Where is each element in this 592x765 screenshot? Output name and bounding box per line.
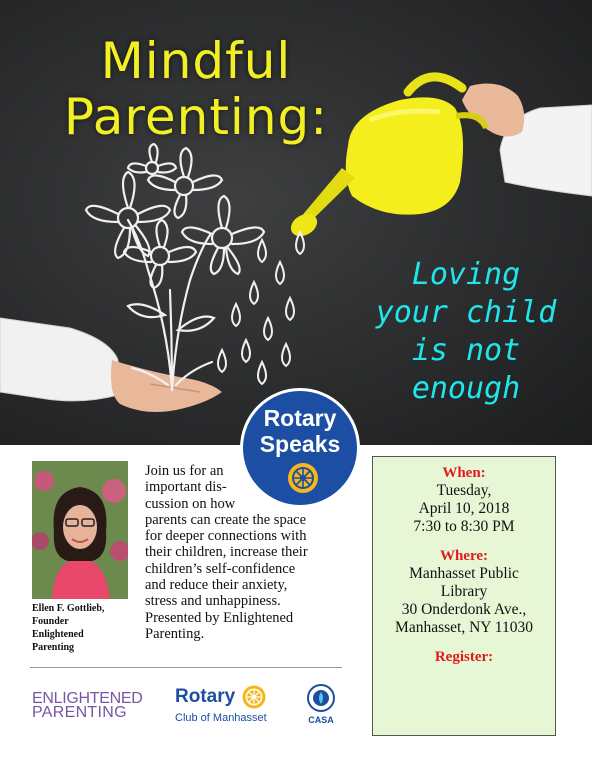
casa-logo-text: CASA (308, 715, 334, 725)
description-line: for deeper connections with (145, 528, 307, 545)
speaker-photo (32, 461, 128, 599)
tagline-line-1: Loving (411, 257, 521, 292)
caption-line: Founder (32, 616, 69, 627)
where-line: Library (440, 583, 488, 600)
rotary-wheel-icon (241, 684, 267, 710)
description-line: cussion on how (145, 495, 236, 512)
badge-line-2: Speaks (259, 431, 341, 457)
rotary-logo-text: Rotary (175, 686, 236, 707)
description-line: important dis- (145, 479, 227, 496)
speaker-caption (32, 602, 142, 654)
badge-line-1: Rotary (263, 405, 337, 431)
section-divider (30, 667, 342, 668)
where-line: Manhasset Public (409, 565, 519, 582)
casa-logo (300, 683, 342, 725)
when-date: April 10, 2018 (418, 500, 510, 517)
description-line: parents can create the space (145, 511, 307, 528)
description-line: Join us for an (145, 463, 224, 479)
description-line: stress and unhappiness. (145, 593, 281, 610)
right-hand-illustration (462, 84, 592, 196)
enlightened-logo-line-2: PARENTING (32, 704, 127, 721)
rotary-club-logo (175, 684, 267, 724)
caption-line: Enlightened (32, 629, 84, 640)
description-line: children’s self-confidence (145, 560, 296, 577)
register-label: Register: (434, 649, 494, 665)
tagline-line-2: your child (375, 295, 557, 330)
when-day: Tuesday, (436, 482, 492, 499)
title-line-1: Mindful (100, 32, 292, 90)
description-line: and reduce their anxiety, (145, 577, 288, 594)
title-line-2: Parenting: (63, 88, 329, 146)
description-line: their children, increase their (145, 544, 308, 561)
left-hand-illustration (0, 318, 222, 412)
rotary-club-name: Club of Manhasset (175, 712, 267, 724)
chalk-water-drops (218, 232, 304, 384)
when-time: 7:30 to 8:30 PM (413, 518, 515, 535)
casa-emblem-icon (306, 683, 336, 713)
description-line: Presented by Enlightened (145, 609, 294, 626)
enlightened-logo-line-1: ENLIGHTENED (32, 690, 143, 707)
when-label: When: (442, 465, 486, 481)
event-info-box (372, 456, 556, 736)
enlightened-parenting-logo (32, 690, 143, 722)
caption-line: Ellen F. Gottlieb, (32, 603, 105, 614)
description-line: Parenting. (145, 625, 205, 642)
caption-line: Parenting (32, 642, 75, 653)
tagline-line-3: is not (411, 333, 521, 368)
where-line: 30 Onderdonk Ave., (401, 601, 527, 618)
tagline-line-4: enough (411, 371, 521, 406)
where-label: Where: (439, 548, 489, 564)
event-description (145, 463, 308, 642)
where-line: Manhasset, NY 11030 (395, 619, 533, 636)
